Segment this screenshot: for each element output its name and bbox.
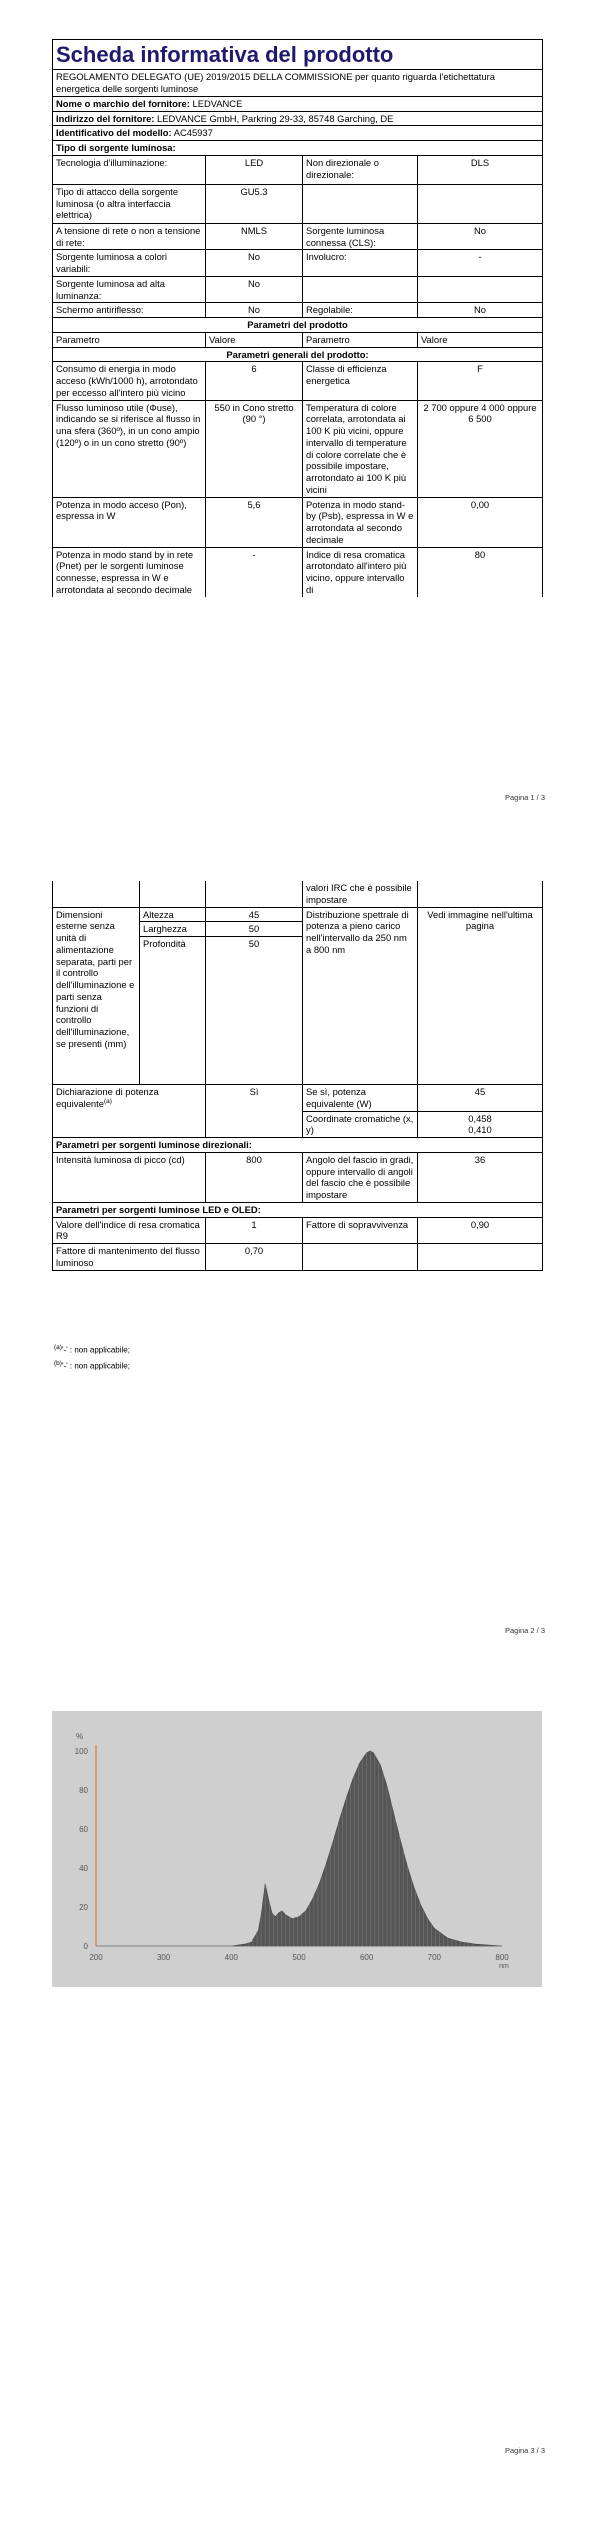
cri-label: Indice di resa cromatica arrotondato all'intero più vicino, oppure intervallo di <box>303 547 418 597</box>
y-tick-label: 100 <box>74 1747 88 1756</box>
dims-label: Dimensioni esterne senza unità di alimentazione separata, parti per il controllo dell'illuminazione e parti senza funzioni di controllo dell'illuminazione, se presenti (mm) <box>53 907 140 1085</box>
type-header: Tipo di sorgente luminosa: <box>53 141 543 156</box>
equiv-label-cell: Dichiarazione di potenza equivalente$^{(a)}$ <box>53 1085 206 1138</box>
cct-label: Temperatura di colore correlata, arrotondata ai 100 K più vicini, oppure intervallo di temperature di colore correlate che è possibile impostare, arrotondato ai 100 K più vicini <box>303 400 418 497</box>
survival-value: 0,90 <box>418 1217 543 1244</box>
cap-label: Tipo di attacco della sorgente luminosa (o altra interfaccia elettrica) <box>53 184 206 223</box>
chroma-values <box>418 1111 543 1138</box>
product-sheet-table-1 <box>52 39 543 597</box>
r9-value: 1 <box>206 1217 303 1244</box>
address-label: Indirizzo del fornitore: <box>56 112 155 124</box>
model-row <box>53 126 543 141</box>
dir-label: Non direzionale o direzionale: <box>303 155 418 184</box>
page-3 <box>0 1620 595 2526</box>
beam-label: Angolo del fascio in gradi, oppure intervallo di angoli del fascio che è possibile impostare <box>303 1152 418 1202</box>
cri-continued: valori IRC che è possibile impostare <box>303 881 418 907</box>
spectral-distribution-chart <box>52 1711 542 1987</box>
width-value: 50 <box>206 922 303 937</box>
r9-label: Valore dell'indice di resa cromatica R9 <box>53 1217 206 1244</box>
energy-value: 6 <box>206 362 303 400</box>
cls-label: Sorgente luminosa connessa (CLS): <box>303 223 418 250</box>
cct-value: 2 700 oppure 4 000 oppure 6 500 <box>418 400 543 497</box>
pon-label: Potenza in modo acceso (Pon), espressa in W <box>53 497 206 547</box>
document-title: Scheda informativa del prodotto <box>53 40 543 70</box>
high-luminance-label: Sorgente luminosa ad alta luminanza: <box>53 276 206 303</box>
page-2 <box>0 810 595 1635</box>
chroma-label: Coordinate cromatiche (x, y) <box>303 1111 418 1138</box>
survival-label: Fattore di sopravvivenza <box>303 1217 418 1244</box>
supplier-label: Nome o marchio del fornitore: <box>56 97 190 109</box>
x-axis-label: nm <box>499 1963 509 1970</box>
height-value: 45 <box>206 907 303 922</box>
energy-label: Consumo di energia in modo acceso (kWh/1000 h), arrotondato per eccesso all'intero più vicino <box>53 362 206 400</box>
x-tick-label: 200 <box>89 1953 103 1962</box>
tech-value: LED <box>206 155 303 184</box>
col-value-1: Valore <box>206 332 303 347</box>
y-tick-label: 20 <box>79 1903 88 1912</box>
led-header: Parametri per sorgenti luminose LED e OLED: <box>53 1202 543 1217</box>
chroma-y: 0,410 <box>468 1124 492 1136</box>
peak-value: 800 <box>206 1152 303 1202</box>
model-value: AC45937 <box>173 127 213 139</box>
product-sheet-table-2 <box>52 881 543 1271</box>
address-value: LEDVANCE GmbH, Parkring 29-33, 85748 Garching, DE <box>157 112 394 124</box>
psb-value: 0,00 <box>418 497 543 547</box>
equiv-w-value: 45 <box>418 1085 543 1112</box>
equiv-value: Sì <box>206 1085 303 1138</box>
envelope-value: - <box>418 250 543 277</box>
y-tick-label: 80 <box>79 1786 88 1795</box>
cri-value: 80 <box>418 547 543 597</box>
model-label: Identificativo del modello: <box>56 127 172 139</box>
page-number-3: Pagina 3 / 3 <box>504 2446 545 2455</box>
cls-value: No <box>418 223 543 250</box>
pon-value: 5,6 <box>206 497 303 547</box>
pnet-value: - <box>206 547 303 597</box>
supplier-value: LEDVANCE <box>192 97 243 109</box>
page-number-1: Pagina 1 / 3 <box>504 793 545 802</box>
x-tick-label: 700 <box>427 1953 442 1962</box>
flux-value: 550 in Cono stretto (90 °) <box>206 400 303 497</box>
maintenance-value: 0,70 <box>206 1244 303 1271</box>
directional-header: Parametri per sorgenti luminose direzionali: <box>53 1138 543 1153</box>
height-label: Altezza <box>140 907 206 922</box>
class-value: F <box>418 362 543 400</box>
regulation-text: REGOLAMENTO DELEGATO (UE) 2019/2015 DELLA COMMISSIONE per quanto riguarda l'etichettatura energetica delle sorgenti luminose <box>53 70 543 97</box>
width-label: Larghezza <box>140 922 206 937</box>
page-number-2: Pagina 2 / 3 <box>504 1626 545 1635</box>
address-row <box>53 111 543 126</box>
psb-label: Potenza in modo stand-by (Psb), espressa in W e arrotondata al secondo decimale <box>303 497 418 547</box>
mains-label: A tensione di rete o non a tensione di rete: <box>53 223 206 250</box>
dimmable-value: No <box>418 303 543 318</box>
y-axis-label: % <box>76 1732 84 1741</box>
x-tick-label: 300 <box>156 1953 171 1962</box>
x-tick-label: 600 <box>359 1953 374 1962</box>
depth-label: Profondità <box>140 937 206 1085</box>
footnote-b: $^{(b)}$'-' : non applicabile; <box>54 1360 130 1371</box>
glare-value: No <box>206 303 303 318</box>
footnote-a: $^{(a)}$'-' : non applicabile; <box>54 1344 130 1355</box>
glare-label: Schermo antiriflesso: <box>53 303 206 318</box>
mains-value: NMLS <box>206 223 303 250</box>
spd-label: Distribuzione spettrale di potenza a pieno carico nell'intervallo da 250 nm a 800 nm <box>303 907 418 1085</box>
color-label: Sorgente luminosa a colori variabili: <box>53 250 206 277</box>
envelope-label: Involucro: <box>303 250 418 277</box>
x-tick-label: 400 <box>224 1953 239 1962</box>
col-param-2: Parametro <box>303 332 418 347</box>
page-1 <box>0 0 595 810</box>
cap-value: GU5.3 <box>206 184 303 223</box>
peak-label: Intensità luminosa di picco (cd) <box>53 1152 206 1202</box>
dimmable-label: Regolabile: <box>303 303 418 318</box>
y-tick-label: 40 <box>79 1864 88 1873</box>
col-value-2: Valore <box>418 332 543 347</box>
class-label: Classe di efficienza energetica <box>303 362 418 400</box>
tech-label: Tecnologia d'illuminazione: <box>53 155 206 184</box>
pnet-label: Potenza in modo stand by in rete (Pnet) per le sorgenti luminose connesse, espressa in W e arrotondata al secondo decimale <box>53 547 206 597</box>
y-tick-label: 0 <box>83 1942 88 1951</box>
y-tick-label: 60 <box>79 1825 88 1834</box>
spectral-chart-svg <box>52 1711 542 1987</box>
depth-value: 50 <box>206 937 303 1085</box>
equiv-w-label: Se sì, potenza equivalente (W) <box>303 1085 418 1112</box>
color-value: No <box>206 250 303 277</box>
flux-label: Flusso luminoso utile (Φuse), indicando se si riferisce al flusso in una sfera (360º), in un cono ampio (120º) o in un cono stretto (90º) <box>53 400 206 497</box>
x-tick-label: 500 <box>292 1953 306 1962</box>
supplier-row <box>53 96 543 111</box>
dir-value: DLS <box>418 155 543 184</box>
chroma-x: 0,458 <box>468 1112 492 1124</box>
high-luminance-value: No <box>206 276 303 303</box>
x-tick-label: 800 <box>495 1953 509 1962</box>
general-header: Parametri generali del prodotto: <box>53 347 543 362</box>
maintenance-label: Fattore di mantenimento del flusso luminoso <box>53 1244 206 1271</box>
col-param-1: Parametro <box>53 332 206 347</box>
beam-value: 36 <box>418 1152 543 1202</box>
spd-value: Vedi immagine nell'ultima pagina <box>418 907 543 1085</box>
equiv-label: Dichiarazione di potenza equivalente <box>56 1086 159 1109</box>
params-header: Parametri del prodotto <box>53 318 543 333</box>
